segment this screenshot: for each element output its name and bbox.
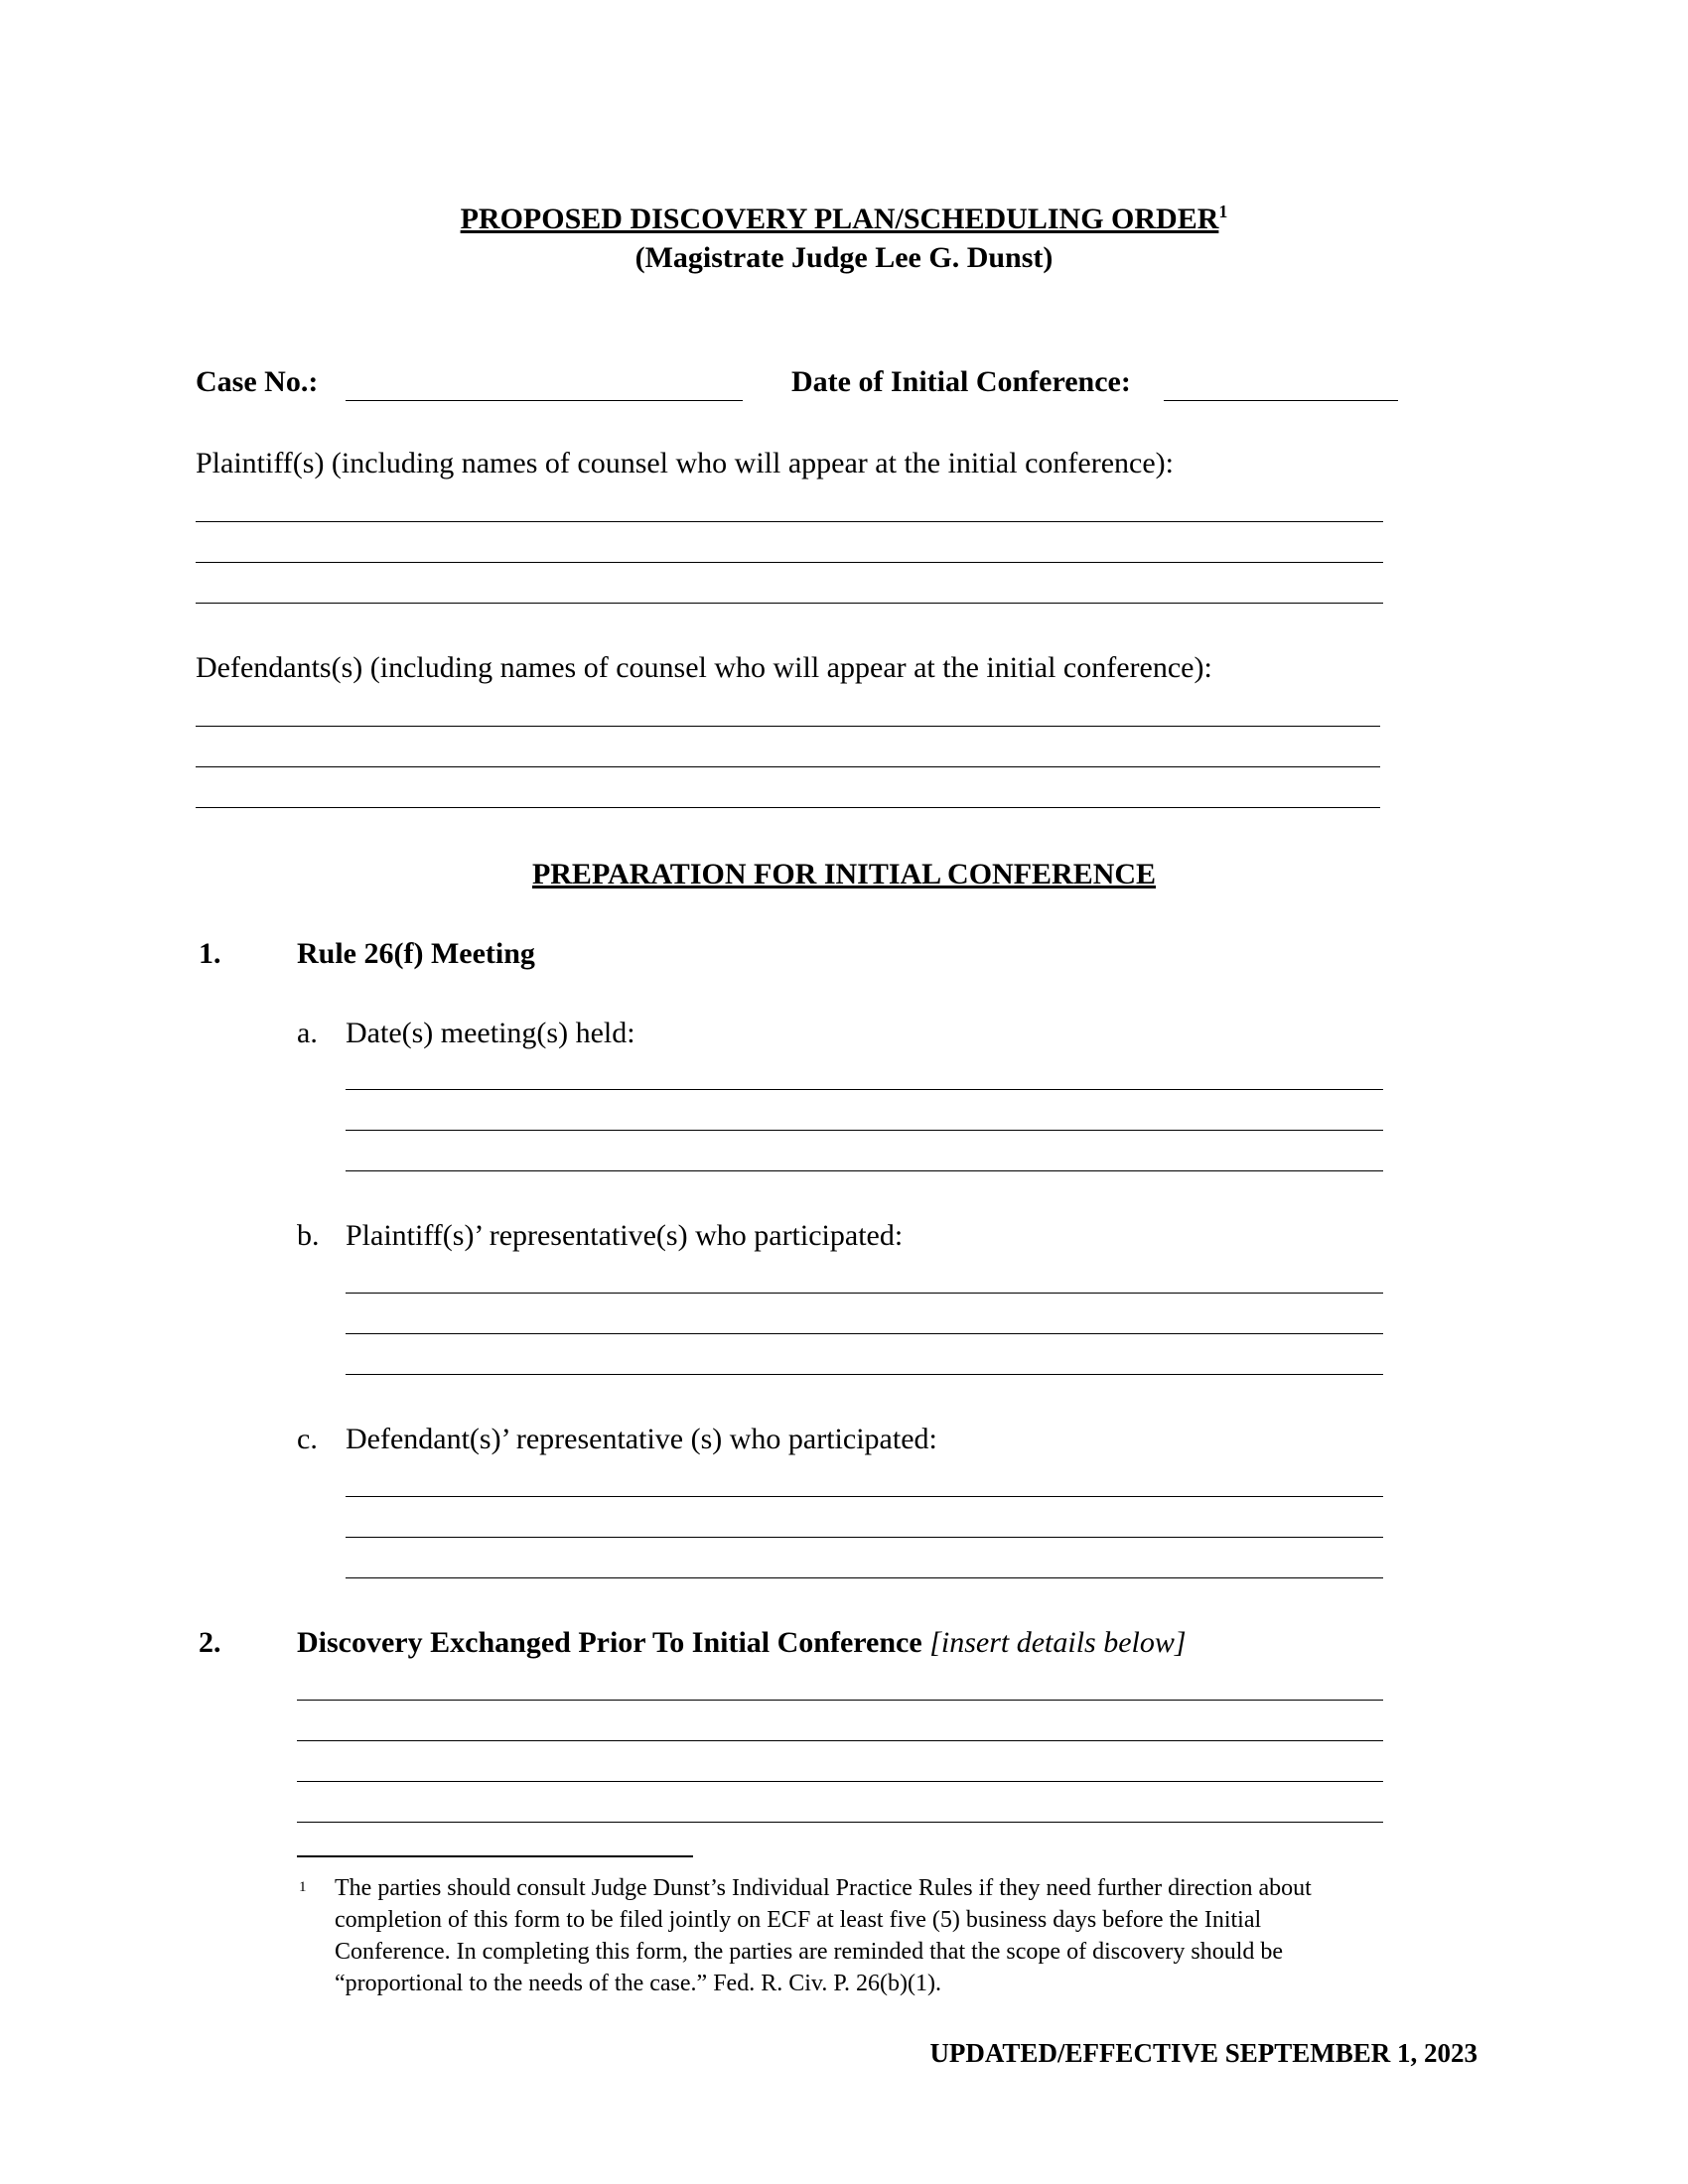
item1a-label: Date(s) meeting(s) held: — [346, 1017, 635, 1049]
case-no-label: Case No.: — [196, 365, 319, 398]
document-title — [0, 202, 1688, 236]
footnote-text — [335, 1872, 1312, 1999]
conference-date-label: Date of Initial Conference: — [791, 365, 1131, 398]
case-no-field[interactable] — [346, 400, 743, 401]
defendants-line-3[interactable] — [196, 807, 1380, 808]
plaintiffs-line-1[interactable] — [196, 521, 1383, 522]
item1b-label: Plaintiff(s)’ representative(s) who participated: — [346, 1219, 904, 1252]
footnote-line-3: Conference. In completing this form, the parties are reminded that the scope of discovery should be — [335, 1939, 1284, 1965]
footnote-line-4: “proportional to the needs of the case.” Fed. R. Civ. P. 26(b)(1). — [335, 1971, 941, 1996]
item2-line-4[interactable] — [297, 1822, 1383, 1823]
footnote-line-1: The parties should consult Judge Dunst’s Individual Practice Rules if they need further direction about — [335, 1875, 1312, 1901]
item1b-line-3[interactable] — [346, 1374, 1383, 1375]
conference-date-field[interactable] — [1164, 400, 1398, 401]
title-footnote-mark: 1 — [1218, 202, 1228, 221]
item2-line-3[interactable] — [297, 1781, 1383, 1782]
item1c-line-2[interactable] — [346, 1537, 1383, 1538]
item2-line-2[interactable] — [297, 1740, 1383, 1741]
item2-note: [insert details below] — [929, 1626, 1187, 1659]
defendants-line-1[interactable] — [196, 726, 1380, 727]
section-heading: PREPARATION FOR INITIAL CONFERENCE — [531, 858, 1157, 890]
item1b-marker: b. — [297, 1219, 320, 1252]
item2-title: Discovery Exchanged Prior To Initial Conference — [297, 1626, 922, 1659]
item2-number: 2. — [199, 1626, 221, 1659]
item2-heading — [297, 1626, 1187, 1660]
item1a-line-1[interactable] — [346, 1089, 1383, 1090]
effective-date: UPDATED/EFFECTIVE SEPTEMBER 1, 2023 — [929, 2038, 1477, 2068]
item1c-line-1[interactable] — [346, 1496, 1383, 1497]
plaintiffs-line-3[interactable] — [196, 603, 1383, 604]
footnote-marker: 1 — [299, 1879, 307, 1895]
item1-title: Rule 26(f) Meeting — [297, 937, 535, 970]
item1a-line-2[interactable] — [346, 1130, 1383, 1131]
title-text: PROPOSED DISCOVERY PLAN/SCHEDULING ORDER — [460, 203, 1219, 235]
item1a-marker: a. — [297, 1017, 318, 1049]
item1b-line-1[interactable] — [346, 1293, 1383, 1294]
plaintiffs-label: Plaintiff(s) (including names of counsel who will appear at the initial conference): — [196, 447, 1174, 479]
item1c-label: Defendant(s)’ representative (s) who participated: — [346, 1423, 937, 1455]
item1a-line-3[interactable] — [346, 1170, 1383, 1171]
plaintiffs-line-2[interactable] — [196, 562, 1383, 563]
document-subtitle: (Magistrate Judge Lee G. Dunst) — [634, 241, 1054, 274]
footnote-separator — [297, 1855, 693, 1857]
item1b-line-2[interactable] — [346, 1333, 1383, 1334]
footnote-line-2: completion of this form to be filed jointly on ECF at least five (5) business days before the Initial — [335, 1907, 1262, 1933]
item2-line-1[interactable] — [297, 1700, 1383, 1701]
defendants-label: Defendants(s) (including names of counsel who will appear at the initial conference): — [196, 651, 1212, 684]
item1c-marker: c. — [297, 1423, 318, 1455]
defendants-line-2[interactable] — [196, 766, 1380, 767]
item1c-line-3[interactable] — [346, 1577, 1383, 1578]
item1-number: 1. — [199, 937, 221, 970]
